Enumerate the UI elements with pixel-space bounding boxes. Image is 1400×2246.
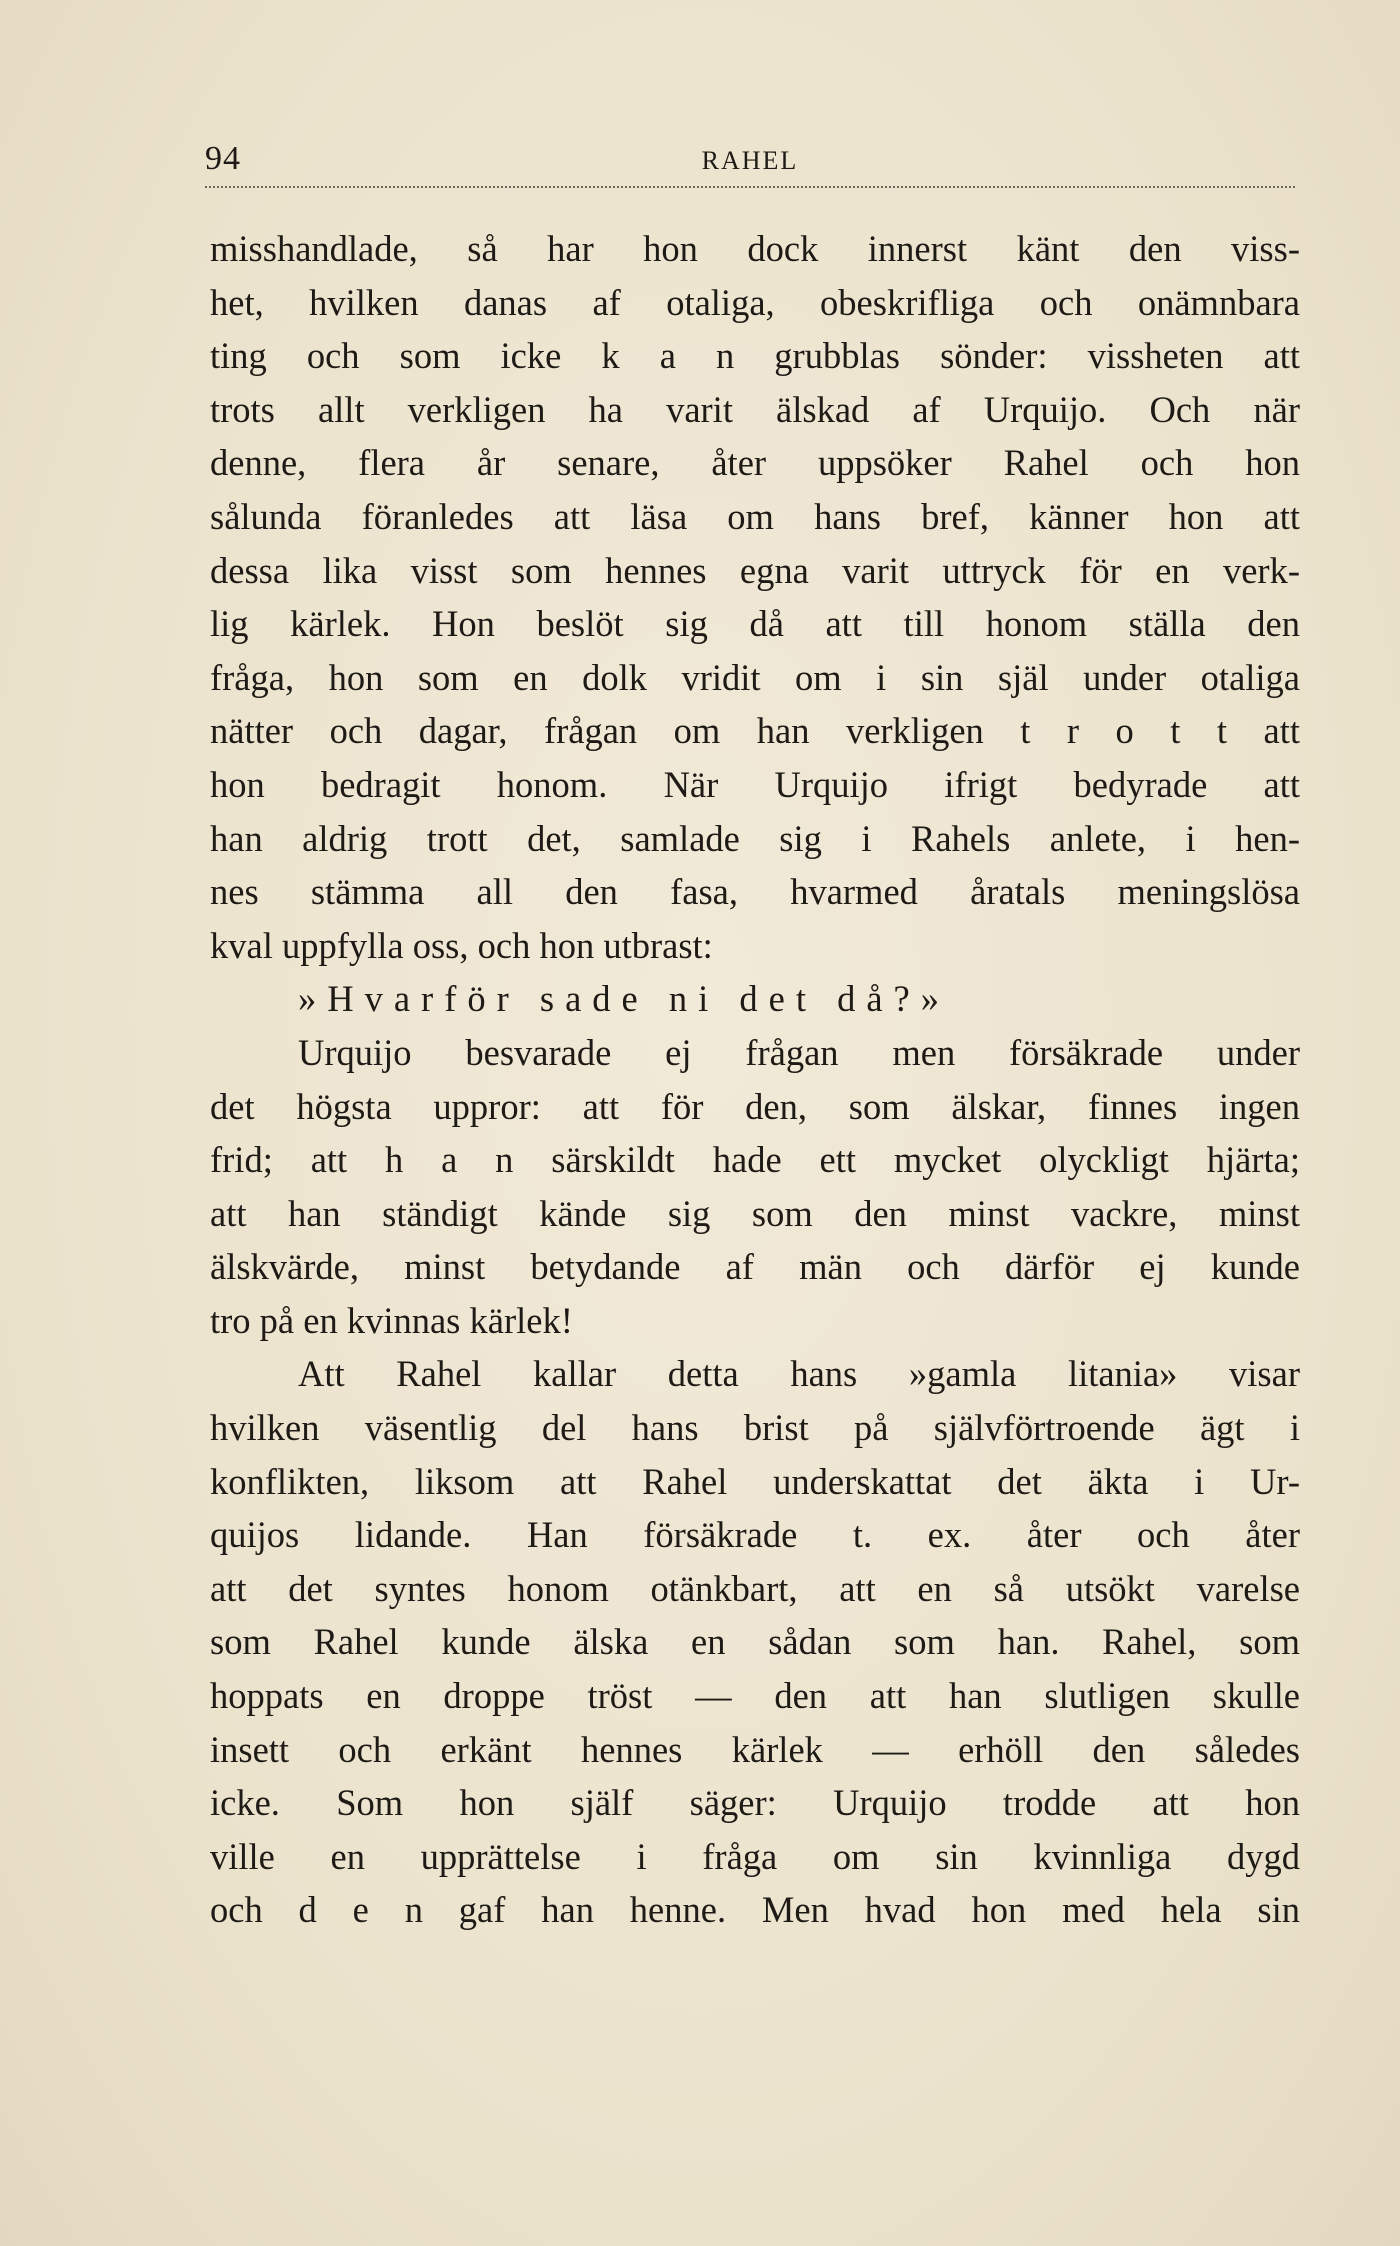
text-line: att han ständigt kände sig som den minst vackre, minst bbox=[210, 1192, 1300, 1234]
text-line: het, hvilken danas af otaliga, obeskrifliga och onämnbara bbox=[210, 281, 1300, 323]
text-line: sålunda föranledes att läsa om hans bref, känner hon att bbox=[210, 495, 1300, 537]
page-header bbox=[205, 140, 1295, 190]
text-line: insett och erkänt hennes kärlek — erhöll den således bbox=[210, 1728, 1300, 1770]
text-line: hon bedragit honom. När Urquijo ifrigt bedyrade att bbox=[210, 763, 1300, 805]
text-line: quijos lidande. Han försäkrade t. ex. åter och åter bbox=[210, 1514, 1300, 1556]
text-line: nätter och dagar, frågan om han verkligen t r o t t att bbox=[210, 710, 1300, 752]
text-line: ting och som icke k a n grubblas sönder: vissheten att bbox=[210, 335, 1300, 377]
page-number: 94 bbox=[205, 140, 241, 177]
running-head: RAHEL bbox=[701, 146, 799, 175]
text-line: älskvärde, minst betydande af män och därför ej kunde bbox=[210, 1246, 1300, 1288]
text-line: hvilken väsentlig del hans brist på självförtroende ägt i bbox=[210, 1407, 1300, 1449]
text-line: konflikten, liksom att Rahel underskattat det äkta i Ur- bbox=[210, 1460, 1300, 1502]
text-line: som Rahel kunde älska en sådan som han. Rahel, som bbox=[210, 1621, 1300, 1663]
text-line: han aldrig trott det, samlade sig i Rahels anlete, i hen- bbox=[210, 817, 1300, 859]
text-line: kval uppfylla oss, och hon utbrast: bbox=[210, 924, 713, 966]
text-line: icke. Som hon själf säger: Urquijo trodde att hon bbox=[210, 1782, 1300, 1824]
text-line: ville en upprättelse i fråga om sin kvinnliga dygd bbox=[210, 1835, 1300, 1877]
text-line: det högsta uppror: att för den, som älskar, finnes ingen bbox=[210, 1085, 1300, 1127]
text-line: nes stämma all den fasa, hvarmed åratals meningslösa bbox=[210, 871, 1300, 913]
text-line: hoppats en droppe tröst — den att han slutligen skulle bbox=[210, 1675, 1300, 1717]
header-rule bbox=[205, 186, 1295, 188]
text-line: och d e n gaf han henne. Men hvad hon med hela sin bbox=[210, 1889, 1300, 1931]
text-line: lig kärlek. Hon beslöt sig då att till honom ställa den bbox=[210, 603, 1300, 645]
text-line: denne, flera år senare, åter uppsöker Rahel och hon bbox=[210, 442, 1300, 484]
quoted-line: »Hvarför sade ni det då?» bbox=[298, 978, 951, 1020]
text-line: trots allt verkligen ha varit älskad af Urquijo. Och när bbox=[210, 388, 1300, 430]
text-line: misshandlade, så har hon dock innerst känt den viss- bbox=[210, 228, 1300, 269]
body-text bbox=[210, 222, 1300, 1937]
text-line: dessa lika visst som hennes egna varit uttryck för en verk- bbox=[210, 549, 1300, 591]
text-line: fråga, hon som en dolk vridit om i sin själ under otaliga bbox=[210, 656, 1300, 698]
text-line: att det syntes honom otänkbart, att en så utsökt varelse bbox=[210, 1567, 1300, 1609]
text-line: frid; att h a n särskildt hade ett mycket olyckligt hjärta; bbox=[210, 1139, 1300, 1181]
text-line: tro på en kvinnas kärlek! bbox=[210, 1299, 573, 1341]
text-line: Urquijo besvarade ej frågan men försäkrade under bbox=[298, 1031, 1300, 1073]
text-line: Att Rahel kallar detta hans »gamla litania» visar bbox=[298, 1353, 1300, 1395]
